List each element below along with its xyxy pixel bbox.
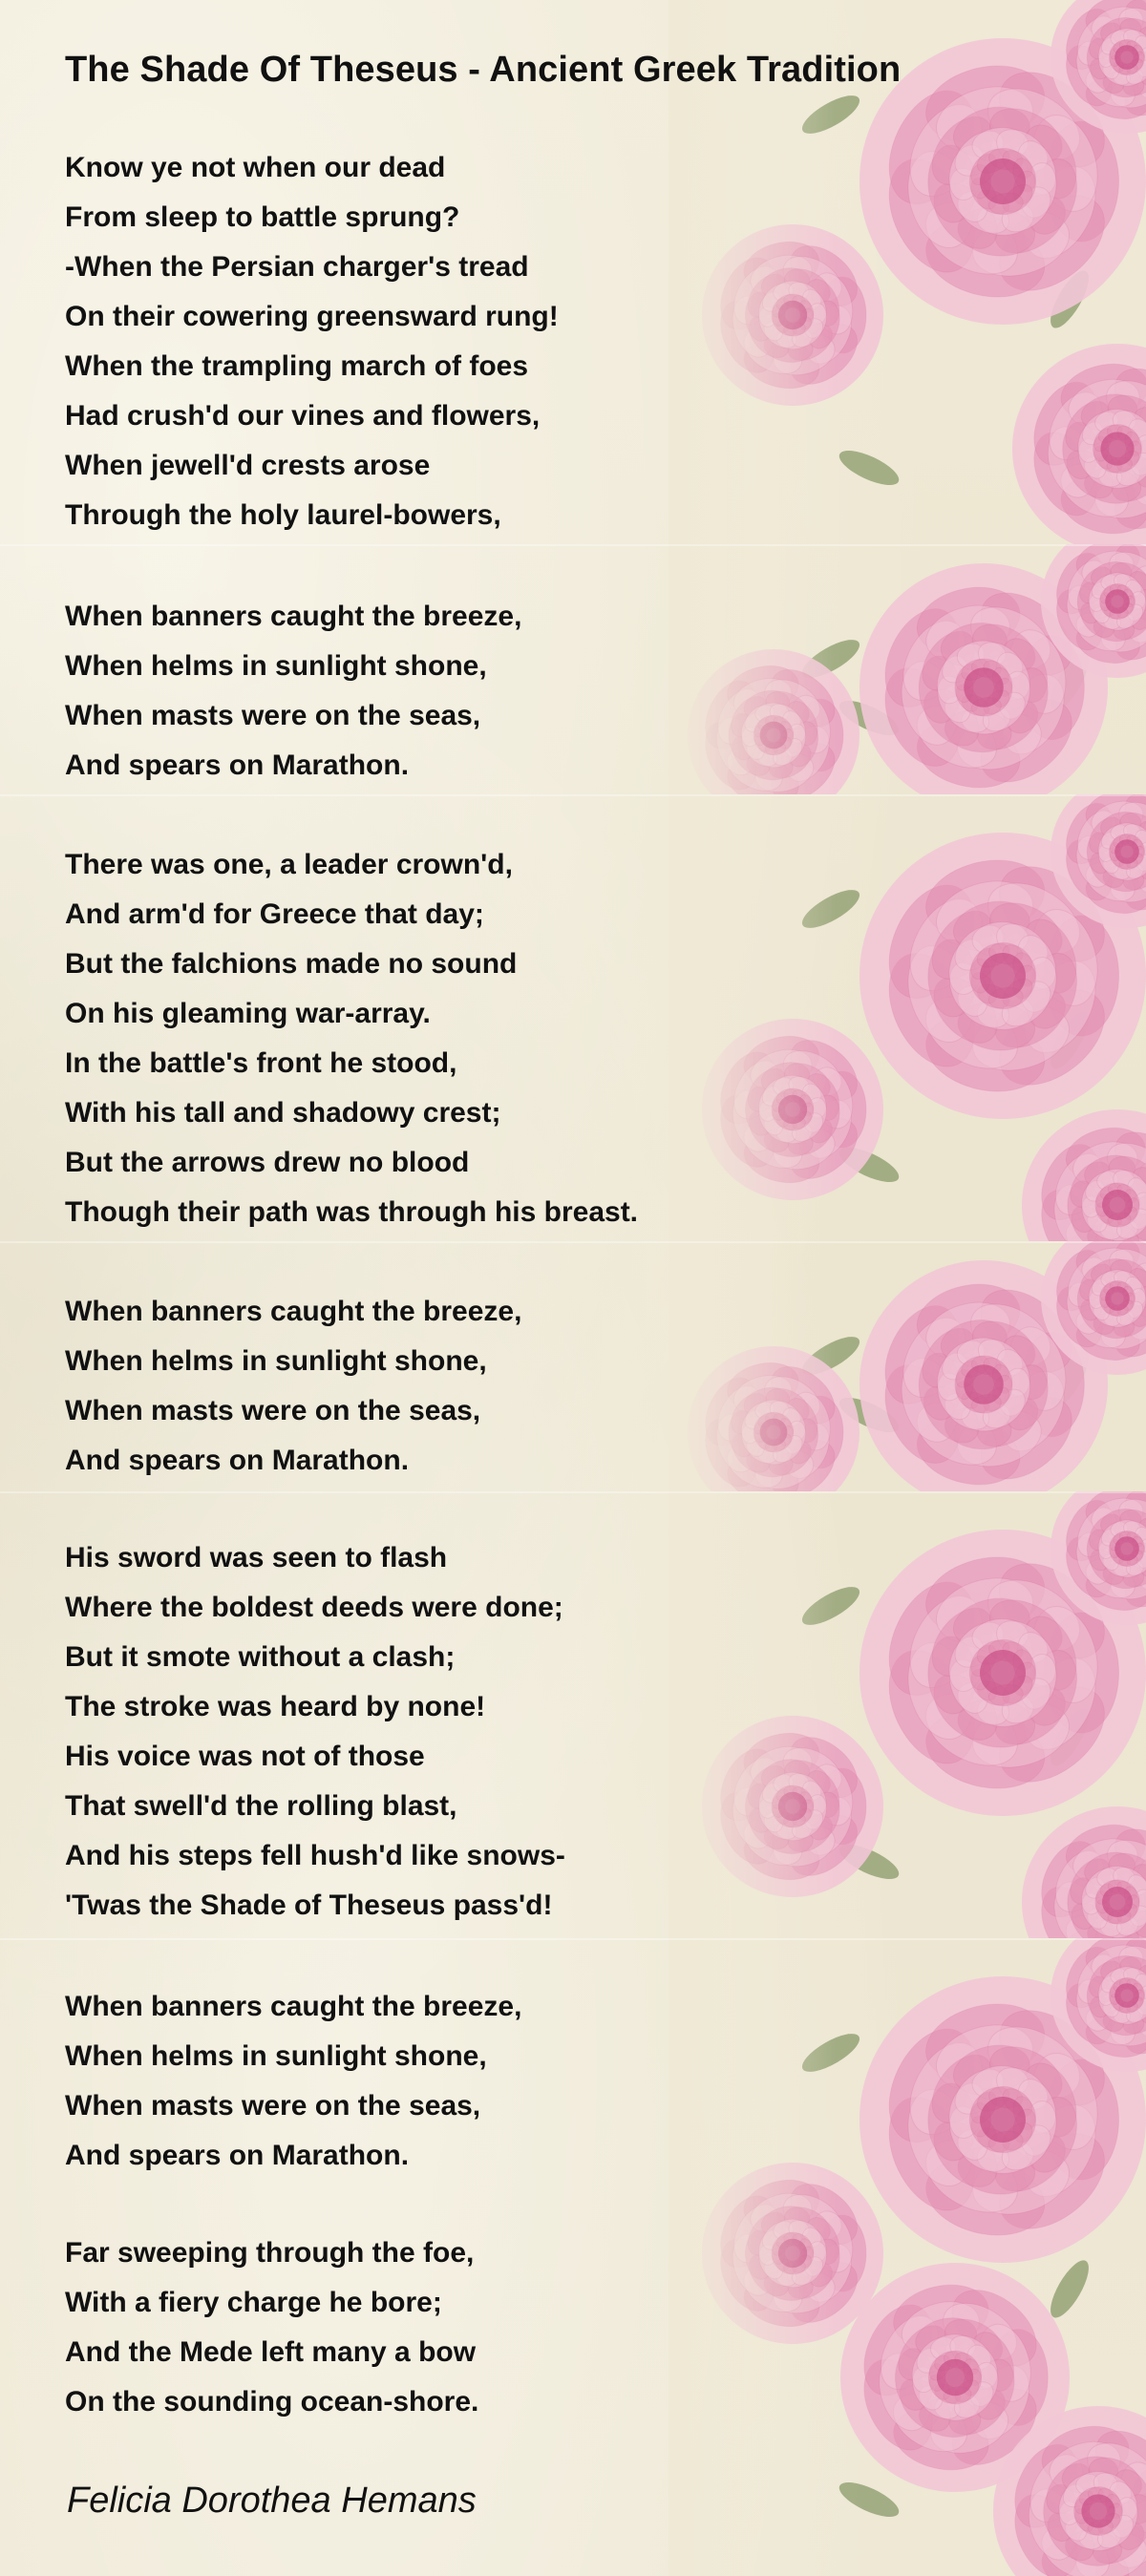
poem-line: When banners caught the breeze, [65,1296,522,1327]
poem-line: On his gleaming war-array. [65,998,431,1029]
poem-line: Through the holy laurel-bowers, [65,499,501,531]
poem-line: When the trampling march of foes [65,350,529,382]
poem-line: That swell'd the rolling blast, [65,1790,457,1822]
tile-seam [0,794,1146,796]
roses-decoration [668,1241,1146,1491]
poem-line: And arm'd for Greece that day; [65,898,484,930]
poem-author: Felicia Dorothea Hemans [67,2481,477,2521]
poem-line: When banners caught the breeze, [65,1991,522,2022]
poem-line: And spears on Marathon. [65,1445,410,1476]
stanza-2 [65,592,521,791]
poem-line: There was one, a leader crown'd, [65,849,513,880]
poem-line: Had crush'd our vines and flowers, [65,400,541,432]
poem-line: His voice was not of those [65,1741,425,1772]
poem-line: 'Twas the Shade of Theseus pass'd! [65,1890,553,1921]
stanza-4 [65,1287,521,1486]
poem-line: When banners caught the breeze, [65,601,522,632]
poem-line: And spears on Marathon. [65,750,410,781]
poem-line: And his steps fell hush'd like snows- [65,1840,565,1871]
poem-line: From sleep to battle sprung? [65,201,460,233]
stanza-5 [65,1533,565,1931]
poem-line: His sword was seen to flash [65,1542,448,1573]
poem-line: When helms in sunlight shone, [65,650,487,682]
poem-line: Know ye not when our dead [65,152,446,183]
roses-image [668,1938,1146,2576]
stanza-3 [65,840,638,1237]
tile-seam [0,1938,1146,1940]
poem-line: When masts were on the seas, [65,700,481,731]
poem-line: On their cowering greensward rung! [65,301,559,332]
poem-line: Far sweeping through the foe, [65,2237,475,2269]
tile-seam [0,1491,1146,1493]
poem-line: And the Mede left many a bow [65,2336,477,2368]
poem-line: On the sounding ocean-shore. [65,2386,479,2418]
roses-image [668,544,1146,794]
poem-line: When masts were on the seas, [65,2090,481,2122]
poem-line: When masts were on the seas, [65,1395,481,1426]
poem-title: The Shade Of Theseus - Ancient Greek Tradition [65,50,902,90]
roses-decoration [668,544,1146,794]
roses-image [668,794,1146,1241]
poem-line: When helms in sunlight shone, [65,1345,487,1377]
poem-line: But it smote without a clash; [65,1641,456,1673]
stanza-1 [65,143,559,540]
roses-image [668,1491,1146,1938]
poem-line: When helms in sunlight shone, [65,2040,487,2072]
roses-decoration [668,794,1146,1241]
poem-line: And spears on Marathon. [65,2140,410,2171]
stanza-7 [65,2228,478,2427]
roses-decoration [668,1491,1146,1938]
stanza-6 [65,1982,521,2181]
poem-line: When jewell'd crests arose [65,450,431,481]
tile-seam [0,544,1146,546]
poem-line: Where the boldest deeds were done; [65,1592,563,1623]
poem-line: Though their path was through his breast. [65,1196,639,1228]
tile-seam [0,1241,1146,1243]
roses-image [668,1241,1146,1491]
poem-line: The stroke was heard by none! [65,1691,486,1722]
roses-decoration [668,1938,1146,2576]
poem-line: With a fiery charge he bore; [65,2287,442,2318]
poem-line: In the battle's front he stood, [65,1047,457,1079]
poem-line: -When the Persian charger's tread [65,251,529,283]
poem-line: With his tall and shadowy crest; [65,1097,501,1129]
poem-line: But the arrows drew no blood [65,1147,470,1178]
poem-line: But the falchions made no sound [65,948,518,980]
